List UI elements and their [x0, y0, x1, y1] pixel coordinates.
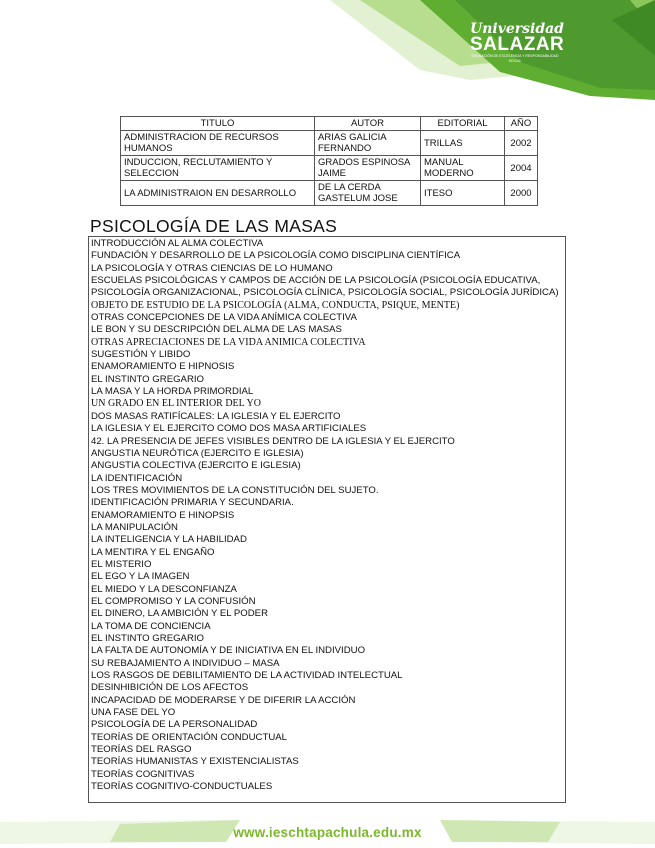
- cell-title: ADMINISTRACION DE RECURSOS HUMANOS: [121, 131, 315, 156]
- list-item: LA MASA Y LA HORDA PRIMORDIAL: [91, 386, 254, 398]
- list-item: EL MIEDO Y LA DESCONFIANZA: [91, 583, 237, 595]
- table-row: [121, 156, 538, 181]
- cell-title: INDUCCION, RECLUTAMIENTO Y SELECCION: [121, 156, 315, 181]
- list-item: EL EGO Y LA IMAGEN: [91, 571, 190, 583]
- logo-tagline: EDUCACIÓN DE EXCELENCIA Y RESPONSABILIDAD SOCIAL: [471, 54, 559, 63]
- cell-publisher: MANUAL MODERNO: [421, 156, 505, 181]
- list-item: LA MENTIRA Y EL ENGAÑO: [91, 546, 215, 558]
- list-item: EL DINERO, LA AMBICIÓN Y EL PODER: [91, 608, 269, 620]
- university-logo: [470, 21, 565, 64]
- list-item: ANGUSTIA NEURÓTICA (EJERCITO E IGLESIA): [91, 447, 304, 459]
- cell-year: 2004: [505, 156, 538, 181]
- topics-list: [88, 236, 566, 803]
- list-item: OTRAS APRECIACIONES DE LA VIDA ANIMICA COLECTIVA: [91, 336, 366, 348]
- list-item: UN GRADO EN EL INTERIOR DEL YO: [91, 398, 261, 410]
- list-item: UNA FASE DEL YO: [91, 707, 176, 719]
- section-title: PSICOLOGÍA DE LAS MASAS: [90, 216, 338, 236]
- list-item: TEORÍAS DE ORIENTACIÓN CONDUCTUAL: [91, 731, 287, 743]
- cell-author: GRADOS ESPINOSA JAIME: [315, 156, 421, 181]
- list-item: TEORÍAS COGNITIVO-CONDUCTUALES: [91, 781, 273, 793]
- list-item: IDENTIFICACIÓN PRIMARIA Y SECUNDARIA.: [91, 497, 294, 509]
- list-item: LA TOMA DE CONCIENCIA: [91, 620, 211, 632]
- cell-author: ARIAS GALICIA FERNANDO: [315, 131, 421, 156]
- column-header-title: TITULO: [121, 117, 315, 131]
- cell-title: LA ADMINISTRAION EN DESARROLLO: [121, 181, 315, 206]
- list-item: EL COMPROMISO Y LA CONFUSIÓN: [91, 595, 256, 607]
- list-item: LA PSICOLOGÍA Y OTRAS CIENCIAS DE LO HUMANO: [91, 262, 333, 274]
- list-item: PSICOLOGÍA DE LA PERSONALIDAD: [91, 719, 258, 731]
- list-item: SU REBAJAMIENTO A INDIVIDUO – MASA: [91, 657, 280, 669]
- list-item: DOS MASAS RATIFÍCALES: LA IGLESIA Y EL EJERCITO: [91, 410, 341, 422]
- list-item: TEORÍAS COGNITIVAS: [91, 768, 195, 780]
- list-item: OTRAS CONCEPCIONES DE LA VIDA ANÍMICA COLECTIVA: [91, 312, 357, 324]
- cell-publisher: TRILLAS: [421, 131, 505, 156]
- footer-website-link[interactable]: www.ieschtapachula.edu.mx: [233, 825, 422, 840]
- list-item: EL MISTERIO: [91, 558, 152, 570]
- column-header-publisher: EDITORIAL: [421, 117, 505, 131]
- table-row: [121, 131, 538, 156]
- cell-year: 2000: [505, 181, 538, 206]
- list-item: EL INSTINTO GREGARIO: [91, 633, 205, 644]
- references-table: [120, 116, 538, 206]
- list-item: EL INSTINTO GREGARIO: [91, 373, 205, 385]
- list-item: LA FALTA DE AUTONOMÍA Y DE INICIATIVA EN EL INDIVIDUO: [91, 645, 366, 657]
- column-header-author: AUTOR: [315, 117, 421, 131]
- list-item: LA IGLESIA Y EL EJERCITO COMO DOS MASA ARTIFICIALES: [91, 423, 367, 435]
- list-item: TEORÍAS HUMANISTAS Y EXISTENCIALISTAS: [91, 756, 299, 768]
- list-item: SUGESTIÓN Y LIBIDO: [91, 349, 191, 361]
- list-item: LE BON Y SU DESCRIPCIÓN DEL ALMA DE LAS MASAS: [91, 324, 342, 336]
- list-item: ENAMORAMIENTO E HIPNOSIS: [91, 361, 235, 373]
- list-item: LA MANIPULACIÓN: [91, 521, 178, 533]
- cell-author: DE LA CERDA GASTELUM JOSE: [315, 181, 421, 206]
- logo-brand-text: SALAZAR: [470, 34, 565, 55]
- list-item: 42. LA PRESENCIA DE JEFES VISIBLES DENTRO DE LA IGLESIA Y EL EJERCITO: [91, 435, 455, 447]
- list-item: LOS TRES MOVIMIENTOS DE LA CONSTITUCIÓN DEL SUJETO.: [91, 484, 379, 496]
- table-header-row: [121, 117, 538, 131]
- cell-year: 2002: [505, 131, 538, 156]
- list-item: LOS RASGOS DE DEBILITAMIENTO DE LA ACTIVIDAD INTELECTUAL: [91, 670, 403, 682]
- list-item: ANGUSTIA COLECTIVA (EJERCITO E IGLESIA): [91, 460, 301, 472]
- list-item: LA IDENTIFICACIÓN: [91, 472, 183, 484]
- cell-publisher: ITESO: [421, 181, 505, 206]
- list-item: INTRODUCCIÓN AL ALMA COLECTIVA: [91, 238, 264, 249]
- list-item: FUNDACIÓN Y DESARROLLO DE LA PSICOLOGÍA COMO DISCIPLINA CIENTÍFICA: [91, 250, 461, 262]
- list-item: TEORÍAS DEL RASGO: [91, 744, 192, 756]
- list-item: LA INTELIGENCIA Y LA HABILIDAD: [91, 534, 247, 546]
- list-item: ENAMORAMIENTO E HINOPSIS: [91, 509, 235, 521]
- logo-script-text: Universidad: [470, 21, 564, 37]
- list-item: OBJETO DE ESTUDIO DE LA PSICOLOGÍA (ALMA, CONDUCTA, PSIQUE, MENTE): [91, 299, 460, 311]
- list-item: INCAPACIDAD DE MODERARSE Y DE DIFERIR LA ACCIÓN: [91, 694, 356, 706]
- table-row: [121, 181, 538, 206]
- column-header-year: AÑO: [505, 117, 538, 131]
- list-item: ESCUELAS PSICOLÓGICAS Y CAMPOS DE ACCIÓN DE LA PSICOLOGÍA (PSICOLOGÍA EDUCATIVA, PSICOLOGÍA ORGANIZACIONAL, PSICOLOGÍA CLÍNICA, PSICOLOGÍA SOCIAL, PSICOLOGÍA JURÍDICA): [91, 275, 559, 299]
- list-item: DESINHIBICIÓN DE LOS AFECTOS: [91, 682, 249, 694]
